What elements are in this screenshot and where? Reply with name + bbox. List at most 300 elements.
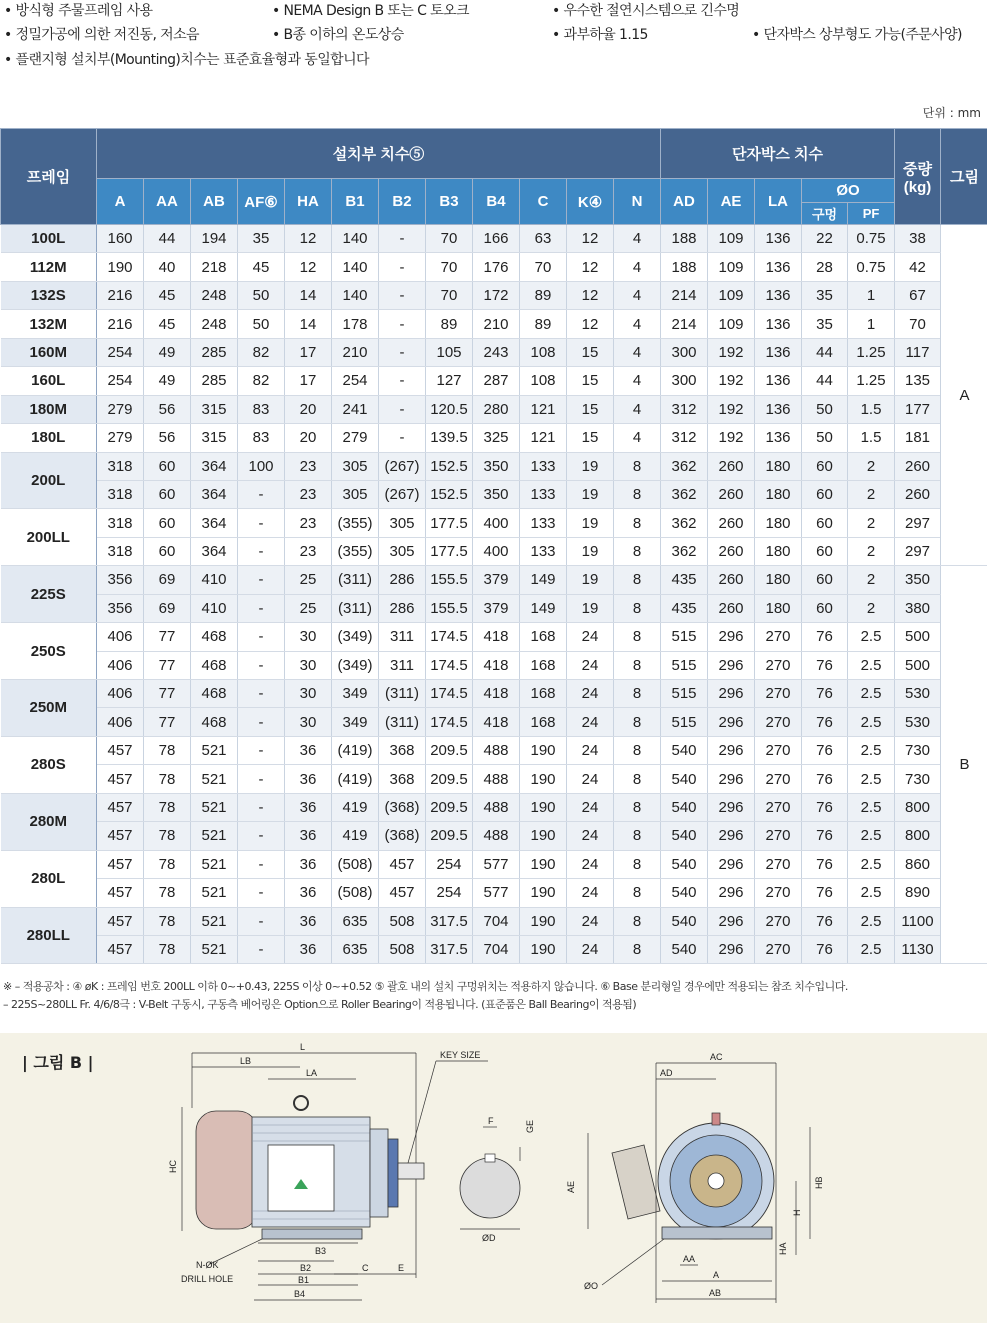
table-cell: 635 bbox=[332, 935, 379, 963]
table-cell: 8 bbox=[614, 480, 661, 508]
table-cell: 730 bbox=[895, 765, 941, 793]
table-cell: 190 bbox=[520, 850, 567, 878]
table-cell: 362 bbox=[661, 452, 708, 480]
table-cell: 296 bbox=[708, 879, 755, 907]
feature-item: • 방식형 주물프레임 사용 bbox=[4, 0, 152, 20]
table-cell: 457 bbox=[97, 879, 144, 907]
table-cell: 515 bbox=[661, 623, 708, 651]
table-cell: 24 bbox=[567, 736, 614, 764]
table-cell: 30 bbox=[285, 623, 332, 651]
table-cell: 8 bbox=[614, 537, 661, 565]
table-row bbox=[1, 594, 987, 622]
table-cell: 418 bbox=[473, 680, 520, 708]
table-cell: 577 bbox=[473, 879, 520, 907]
table-cell: 8 bbox=[614, 765, 661, 793]
table-cell: 243 bbox=[473, 338, 520, 366]
table-cell: 22 bbox=[802, 225, 848, 253]
table-cell: - bbox=[238, 736, 285, 764]
table-cell: 521 bbox=[191, 935, 238, 963]
table-cell: 635 bbox=[332, 907, 379, 935]
table-cell: - bbox=[238, 765, 285, 793]
feature-item: • 단자박스 상부형도 가능(주문사양) bbox=[752, 24, 962, 44]
header-o: ØO bbox=[802, 179, 895, 203]
table-cell: 300 bbox=[661, 338, 708, 366]
header-mounting: 설치부 치수⑤ bbox=[97, 129, 661, 179]
table-cell: 180 bbox=[755, 537, 802, 565]
table-cell: (419) bbox=[332, 765, 379, 793]
table-cell: 8 bbox=[614, 793, 661, 821]
table-cell: 152.5 bbox=[426, 452, 473, 480]
table-cell: 8 bbox=[614, 736, 661, 764]
table-cell: 190 bbox=[520, 879, 567, 907]
table-cell: 19 bbox=[567, 594, 614, 622]
table-cell: 136 bbox=[755, 338, 802, 366]
table-cell: 36 bbox=[285, 822, 332, 850]
table-cell: 8 bbox=[614, 452, 661, 480]
col-header: N bbox=[614, 179, 661, 225]
table-cell: 521 bbox=[191, 765, 238, 793]
table-cell: 78 bbox=[144, 935, 191, 963]
table-cell: 364 bbox=[191, 509, 238, 537]
feature-item: • 과부하율 1.15 bbox=[552, 24, 648, 44]
table-cell: 30 bbox=[285, 680, 332, 708]
table-cell: 704 bbox=[473, 935, 520, 963]
table-cell: 42 bbox=[895, 253, 941, 281]
col-header: 구멍 bbox=[802, 203, 848, 225]
table-cell: 318 bbox=[97, 452, 144, 480]
table-cell: 311 bbox=[379, 651, 426, 679]
table-cell: 12 bbox=[567, 225, 614, 253]
table-cell: 260 bbox=[708, 594, 755, 622]
dim-O: ØO bbox=[584, 1281, 599, 1291]
table-cell: 296 bbox=[708, 680, 755, 708]
table-cell: 2.5 bbox=[848, 879, 895, 907]
table-cell: 577 bbox=[473, 850, 520, 878]
table-cell: 270 bbox=[755, 736, 802, 764]
dim-HC: HC bbox=[168, 1160, 178, 1173]
table-cell: 285 bbox=[191, 338, 238, 366]
table-cell: 168 bbox=[520, 680, 567, 708]
dim-C: C bbox=[362, 1263, 369, 1273]
col-header: AE bbox=[708, 179, 755, 225]
table-cell: 78 bbox=[144, 765, 191, 793]
table-cell: 60 bbox=[802, 594, 848, 622]
table-cell: 406 bbox=[97, 651, 144, 679]
table-cell: - bbox=[238, 850, 285, 878]
footnote: ※ – 적용공차 : ④ øK : 프레임 번호 200LL 이하 0~+0.43, 225S 이상 0~+0.52 ⑤ 괄호 내의 설치 구멍위치는 적용하지 않습니다. ⑥ Base 분리형일 경우에만 적용되는 참조 치수입니다. bbox=[3, 980, 848, 993]
table-cell: 468 bbox=[191, 651, 238, 679]
table-cell: 260 bbox=[708, 566, 755, 594]
table-cell: 14 bbox=[285, 310, 332, 338]
table-cell: 67 bbox=[895, 281, 941, 309]
col-header: C bbox=[520, 179, 567, 225]
table-cell: 214 bbox=[661, 310, 708, 338]
table-cell: 418 bbox=[473, 708, 520, 736]
table-cell: 28 bbox=[802, 253, 848, 281]
table-cell: 540 bbox=[661, 879, 708, 907]
dim-H: H bbox=[792, 1209, 802, 1216]
col-header: B3 bbox=[426, 179, 473, 225]
table-cell: 12 bbox=[567, 281, 614, 309]
table-cell: 260 bbox=[708, 537, 755, 565]
frame-cell: 200L bbox=[1, 452, 97, 509]
table-cell: 325 bbox=[473, 424, 520, 452]
table-row bbox=[1, 225, 987, 253]
table-cell: - bbox=[238, 537, 285, 565]
table-cell: (267) bbox=[379, 480, 426, 508]
table-cell: - bbox=[238, 566, 285, 594]
frame-cell: 280LL bbox=[1, 907, 97, 964]
table-cell: 364 bbox=[191, 480, 238, 508]
table-cell: 318 bbox=[97, 480, 144, 508]
dim-AA: AA bbox=[683, 1254, 696, 1264]
table-cell: 23 bbox=[285, 537, 332, 565]
table-cell: 286 bbox=[379, 566, 426, 594]
dim-AB: AB bbox=[709, 1288, 722, 1298]
table-cell: 188 bbox=[661, 225, 708, 253]
table-cell: 468 bbox=[191, 708, 238, 736]
table-cell: 270 bbox=[755, 623, 802, 651]
table-cell: 419 bbox=[332, 822, 379, 850]
table-cell: 500 bbox=[895, 623, 941, 651]
table-cell: 50 bbox=[238, 310, 285, 338]
table-cell: 135 bbox=[895, 367, 941, 395]
table-cell: 44 bbox=[802, 338, 848, 366]
table-cell: 19 bbox=[567, 452, 614, 480]
table-row bbox=[1, 281, 987, 309]
table-cell: 192 bbox=[708, 367, 755, 395]
table-cell: (368) bbox=[379, 822, 426, 850]
table-cell: 296 bbox=[708, 822, 755, 850]
table-cell: 60 bbox=[802, 452, 848, 480]
table-cell: - bbox=[238, 793, 285, 821]
table-cell: (349) bbox=[332, 623, 379, 651]
dim-B1: B1 bbox=[298, 1275, 310, 1285]
table-cell: 530 bbox=[895, 680, 941, 708]
table-cell: 190 bbox=[520, 793, 567, 821]
table-cell: 136 bbox=[755, 225, 802, 253]
figure-b-panel bbox=[0, 1033, 987, 1323]
table-cell: 209.5 bbox=[426, 765, 473, 793]
table-cell: 1.5 bbox=[848, 395, 895, 423]
dim-LA: LA bbox=[306, 1068, 318, 1078]
table-row bbox=[1, 850, 987, 878]
table-cell: - bbox=[379, 367, 426, 395]
features-list bbox=[0, 0, 987, 80]
dim-GE: GE bbox=[525, 1119, 535, 1133]
table-cell: 8 bbox=[614, 509, 661, 537]
table-cell: 24 bbox=[567, 793, 614, 821]
table-cell: 166 bbox=[473, 225, 520, 253]
table-row bbox=[1, 452, 987, 480]
table-cell: (508) bbox=[332, 850, 379, 878]
table-cell: 12 bbox=[567, 253, 614, 281]
table-cell: 149 bbox=[520, 594, 567, 622]
table-cell: 136 bbox=[755, 253, 802, 281]
table-cell: 76 bbox=[802, 765, 848, 793]
table-cell: 30 bbox=[285, 651, 332, 679]
motor-side-view bbox=[196, 1096, 424, 1239]
table-cell: 379 bbox=[473, 594, 520, 622]
table-cell: 35 bbox=[238, 225, 285, 253]
table-cell: 2 bbox=[848, 480, 895, 508]
table-cell: 362 bbox=[661, 537, 708, 565]
table-cell: 468 bbox=[191, 680, 238, 708]
col-header: B2 bbox=[379, 179, 426, 225]
table-cell: 38 bbox=[895, 225, 941, 253]
table-cell: 0.75 bbox=[848, 253, 895, 281]
table-cell: (311) bbox=[332, 594, 379, 622]
table-cell: 270 bbox=[755, 935, 802, 963]
table-cell: 69 bbox=[144, 594, 191, 622]
table-cell: 174.5 bbox=[426, 708, 473, 736]
table-cell: 190 bbox=[520, 822, 567, 850]
table-row bbox=[1, 480, 987, 508]
table-cell: - bbox=[238, 651, 285, 679]
table-cell: 89 bbox=[426, 310, 473, 338]
table-cell: 315 bbox=[191, 424, 238, 452]
table-row bbox=[1, 509, 987, 537]
table-cell: 180 bbox=[755, 480, 802, 508]
table-cell: 2.5 bbox=[848, 765, 895, 793]
table-cell: 25 bbox=[285, 566, 332, 594]
dim-HA: HA bbox=[778, 1242, 788, 1255]
table-cell: 60 bbox=[802, 480, 848, 508]
table-cell: 540 bbox=[661, 907, 708, 935]
table-cell: 168 bbox=[520, 623, 567, 651]
table-cell: 209.5 bbox=[426, 793, 473, 821]
table-cell: 8 bbox=[614, 879, 661, 907]
header-weight: 중량 (kg) bbox=[895, 129, 941, 225]
table-cell: 60 bbox=[802, 509, 848, 537]
table-cell: - bbox=[379, 225, 426, 253]
table-cell: 488 bbox=[473, 822, 520, 850]
frame-cell: 280S bbox=[1, 736, 97, 793]
table-row bbox=[1, 367, 987, 395]
table-cell: 82 bbox=[238, 338, 285, 366]
table-cell: 521 bbox=[191, 822, 238, 850]
table-cell: 139.5 bbox=[426, 424, 473, 452]
table-cell: 76 bbox=[802, 736, 848, 764]
table-cell: 136 bbox=[755, 424, 802, 452]
motor-drawing bbox=[0, 1033, 987, 1323]
table-cell: (267) bbox=[379, 452, 426, 480]
table-cell: 181 bbox=[895, 424, 941, 452]
table-cell: 121 bbox=[520, 395, 567, 423]
table-cell: 296 bbox=[708, 907, 755, 935]
dim-B2: B2 bbox=[300, 1263, 312, 1273]
table-cell: (311) bbox=[332, 566, 379, 594]
table-cell: 279 bbox=[97, 395, 144, 423]
table-cell: 260 bbox=[895, 480, 941, 508]
table-cell: 127 bbox=[426, 367, 473, 395]
table-cell: 70 bbox=[426, 281, 473, 309]
table-cell: 1 bbox=[848, 281, 895, 309]
table-cell: 406 bbox=[97, 680, 144, 708]
table-cell: 174.5 bbox=[426, 680, 473, 708]
table-cell: 177 bbox=[895, 395, 941, 423]
figure-cell: B bbox=[941, 566, 987, 964]
table-cell: 362 bbox=[661, 509, 708, 537]
table-cell: 296 bbox=[708, 765, 755, 793]
table-row bbox=[1, 424, 987, 452]
table-cell: 44 bbox=[144, 225, 191, 253]
table-cell: 530 bbox=[895, 708, 941, 736]
table-cell: 280 bbox=[473, 395, 520, 423]
table-cell: 1130 bbox=[895, 935, 941, 963]
table-cell: 190 bbox=[520, 935, 567, 963]
col-header: B1 bbox=[332, 179, 379, 225]
table-cell: 216 bbox=[97, 281, 144, 309]
table-cell: 4 bbox=[614, 253, 661, 281]
table-cell: 400 bbox=[473, 509, 520, 537]
table-cell: 270 bbox=[755, 708, 802, 736]
table-cell: 70 bbox=[895, 310, 941, 338]
table-cell: 410 bbox=[191, 566, 238, 594]
table-cell: 8 bbox=[614, 594, 661, 622]
table-cell: (355) bbox=[332, 537, 379, 565]
table-cell: 23 bbox=[285, 509, 332, 537]
table-cell: (419) bbox=[332, 736, 379, 764]
dim-B4: B4 bbox=[294, 1289, 306, 1299]
table-cell: 350 bbox=[895, 566, 941, 594]
frame-cell: 132M bbox=[1, 310, 97, 338]
table-cell: 270 bbox=[755, 765, 802, 793]
table-cell: 109 bbox=[708, 281, 755, 309]
table-cell: 76 bbox=[802, 793, 848, 821]
table-cell: 190 bbox=[520, 907, 567, 935]
col-header: AB bbox=[191, 179, 238, 225]
table-row bbox=[1, 623, 987, 651]
frame-cell: 112M bbox=[1, 253, 97, 281]
table-body bbox=[1, 225, 987, 964]
dim-HB: HB bbox=[814, 1176, 824, 1189]
dim-L: L bbox=[300, 1042, 306, 1052]
table-cell: 168 bbox=[520, 651, 567, 679]
frame-cell: 280L bbox=[1, 850, 97, 907]
table-cell: 192 bbox=[708, 338, 755, 366]
table-cell: 35 bbox=[802, 310, 848, 338]
table-cell: 1100 bbox=[895, 907, 941, 935]
table-cell: 1 bbox=[848, 310, 895, 338]
table-cell: 540 bbox=[661, 793, 708, 821]
table-row bbox=[1, 736, 987, 764]
table-cell: 133 bbox=[520, 480, 567, 508]
table-cell: 0.75 bbox=[848, 225, 895, 253]
table-cell: - bbox=[238, 822, 285, 850]
dim-key-size: KEY SIZE bbox=[440, 1050, 481, 1060]
table-cell: 60 bbox=[144, 452, 191, 480]
table-cell: 40 bbox=[144, 253, 191, 281]
table-cell: 2.5 bbox=[848, 935, 895, 963]
dim-NK: N-ØK bbox=[196, 1260, 219, 1270]
table-cell: 209.5 bbox=[426, 822, 473, 850]
table-cell: 356 bbox=[97, 566, 144, 594]
table-cell: 311 bbox=[379, 623, 426, 651]
table-cell: 2.5 bbox=[848, 623, 895, 651]
table-cell: 76 bbox=[802, 907, 848, 935]
table-cell: 210 bbox=[332, 338, 379, 366]
table-cell: 279 bbox=[97, 424, 144, 452]
table-cell: 457 bbox=[97, 850, 144, 878]
table-cell: 15 bbox=[567, 424, 614, 452]
table-cell: 8 bbox=[614, 623, 661, 651]
table-cell: 8 bbox=[614, 935, 661, 963]
table-cell: 15 bbox=[567, 395, 614, 423]
table-row bbox=[1, 879, 987, 907]
table-cell: 209.5 bbox=[426, 736, 473, 764]
table-cell: 36 bbox=[285, 907, 332, 935]
table-row bbox=[1, 338, 987, 366]
table-cell: 379 bbox=[473, 566, 520, 594]
table-cell: 50 bbox=[802, 395, 848, 423]
table-cell: - bbox=[379, 253, 426, 281]
table-row bbox=[1, 253, 987, 281]
table-cell: 76 bbox=[802, 822, 848, 850]
table-cell: 36 bbox=[285, 736, 332, 764]
table-cell: 45 bbox=[144, 310, 191, 338]
col-header: LA bbox=[755, 179, 802, 225]
table-cell: 305 bbox=[332, 480, 379, 508]
col-header: A bbox=[97, 179, 144, 225]
table-cell: 155.5 bbox=[426, 594, 473, 622]
table-cell: 380 bbox=[895, 594, 941, 622]
table-cell: 270 bbox=[755, 850, 802, 878]
table-cell: 56 bbox=[144, 424, 191, 452]
col-header: B4 bbox=[473, 179, 520, 225]
table-cell: 4 bbox=[614, 338, 661, 366]
table-cell: - bbox=[379, 338, 426, 366]
frame-cell: 225S bbox=[1, 566, 97, 623]
frame-cell: 160M bbox=[1, 338, 97, 366]
table-cell: 100 bbox=[238, 452, 285, 480]
table-cell: 540 bbox=[661, 765, 708, 793]
table-cell: 155.5 bbox=[426, 566, 473, 594]
table-cell: 36 bbox=[285, 935, 332, 963]
table-cell: 730 bbox=[895, 736, 941, 764]
dimension-table bbox=[0, 128, 987, 964]
table-cell: 25 bbox=[285, 594, 332, 622]
table-cell: 312 bbox=[661, 424, 708, 452]
table-cell: 78 bbox=[144, 850, 191, 878]
table-cell: 136 bbox=[755, 395, 802, 423]
table-cell: 180 bbox=[755, 566, 802, 594]
table-cell: 14 bbox=[285, 281, 332, 309]
table-cell: (311) bbox=[379, 680, 426, 708]
frame-cell: 250M bbox=[1, 680, 97, 737]
table-cell: 364 bbox=[191, 452, 238, 480]
table-cell: 218 bbox=[191, 253, 238, 281]
table-cell: 180 bbox=[755, 594, 802, 622]
table-cell: 76 bbox=[802, 935, 848, 963]
table-cell: (368) bbox=[379, 793, 426, 821]
table-cell: 24 bbox=[567, 651, 614, 679]
table-row bbox=[1, 395, 987, 423]
table-cell: 24 bbox=[567, 822, 614, 850]
table-cell: 19 bbox=[567, 480, 614, 508]
col-header: PF bbox=[848, 203, 895, 225]
table-cell: 133 bbox=[520, 452, 567, 480]
table-cell: 305 bbox=[332, 452, 379, 480]
feature-item: • 플랜지형 설치부(Mounting)치수는 표준효율형과 동일합니다 bbox=[4, 49, 369, 69]
table-cell: 30 bbox=[285, 708, 332, 736]
table-cell: 174.5 bbox=[426, 623, 473, 651]
table-cell: 121 bbox=[520, 424, 567, 452]
col-header: AD bbox=[661, 179, 708, 225]
table-cell: 317.5 bbox=[426, 907, 473, 935]
table-cell: 521 bbox=[191, 879, 238, 907]
table-row bbox=[1, 310, 987, 338]
